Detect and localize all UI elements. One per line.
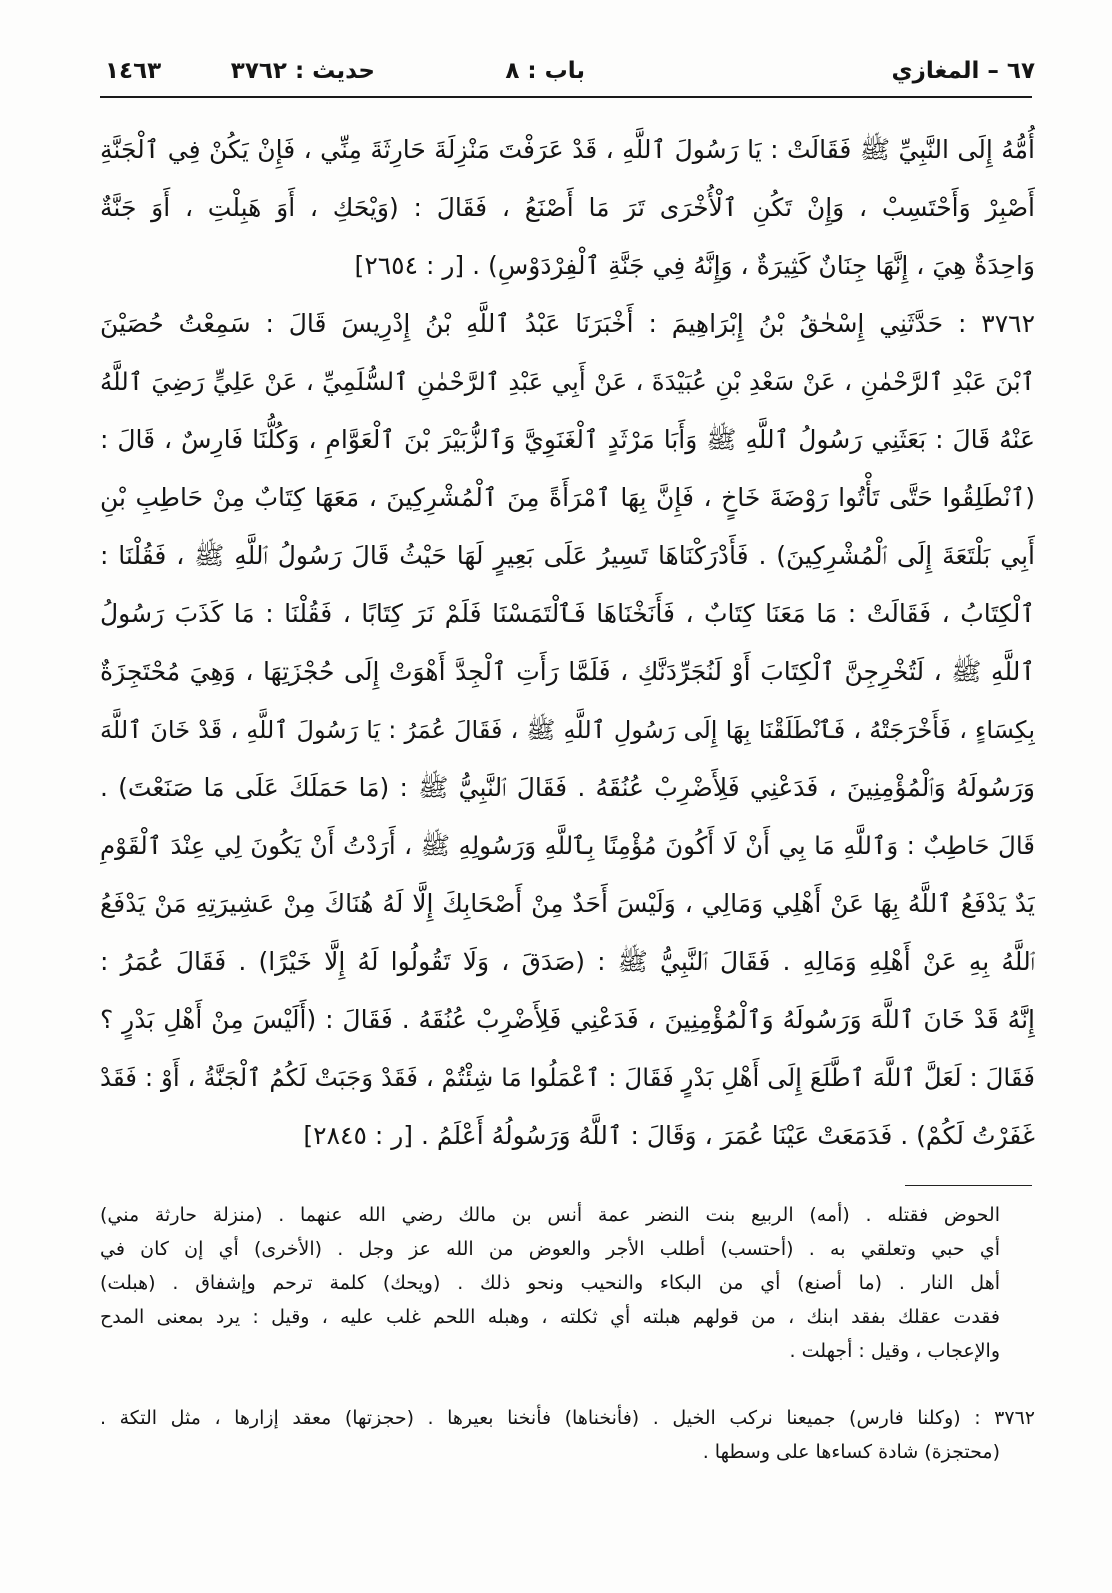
- text-line: ٱبْنَ عَبْدِ ٱلرَّحْمٰنِ ، عَنْ سَعْدِ بْنِ عُبَيْدَةَ ، عَنْ أَبِي عَبْدِ ٱلرَّحْمٰنِ ٱلسُّلَمِيِّ ، عَنْ عَلِيٍّ رَضِيَ ٱللَّهُ: [100, 367, 1035, 396]
- text-line: فَقَالَ : لَعَلَّ ٱللَّهَ ٱطَّلَعَ إِلَى أَهْلِ بَدْرٍ فَقَالَ : ٱعْمَلُوا مَا شِئْتُمْ ، فَقَدْ وَجَبَتْ لَكُمُ ٱلْجَنَّةُ ، أَوْ : فَقَدْ: [100, 1063, 1035, 1092]
- section-title: ٦٧ – المغازي: [891, 58, 1035, 84]
- footnote-line: فقدت عقلك بفقد ابنك ، من قولهم هبلته أي ثكلته ، وهبله اللحم غلب عليه ، وقيل : يرد بمعنى المدح: [100, 1306, 1000, 1328]
- footnotes: [100, 1198, 1035, 1469]
- text-line: وَاحِدَةٌ هِيَ ، إِنَّهَا جِنَانٌ كَثِيرَةٌ ، وَإِنَّهُ فِي جَنَّةِ ٱلْفِرْدَوْسِ) . [ر : ٢٦٥٤]: [354, 251, 1035, 280]
- text-line: بِكِسَاءٍ ، فَأَخْرَجَتْهُ ، فَٱنْطَلَقْنَا بِهَا إِلَى رَسُولِ ٱللَّهِ ﷺ ، فَقَالَ عُمَرُ : يَا رَسُولَ ٱللَّهِ ، قَدْ خَانَ ٱللَّهَ: [100, 716, 1035, 744]
- text-line: ٱلْكِتَابُ ، فَقَالَتْ : مَا مَعَنَا كِتَابٌ ، فَأَنَخْنَاهَا فَٱلْتَمَسْنَا فَلَمْ نَرَ كِتَابًا ، فَقُلْنَا : مَا كَذَبَ رَسُولُ: [100, 599, 1035, 628]
- footnote-line: والإعجاب ، وقيل : أجهلت .: [789, 1340, 1000, 1362]
- footnote-line: أهل النار . (ما أصنع) أي من البكاء والنحيب ونحو ذلك . (ويحك) كلمة ترحم وإشفاق . (هبلت): [100, 1272, 1000, 1294]
- footnote-block: [100, 1401, 1035, 1469]
- footnote-rule: [905, 1185, 1032, 1186]
- text-line: غَفَرْتُ لَكُمْ) . فَدَمَعَتْ عَيْنَا عُمَرَ ، وَقَالَ : ٱللَّهُ وَرَسُولُهُ أَعْلَمُ . [ر : ٢٨٤٥]: [303, 1121, 1035, 1150]
- footnote-line: الحوض فقتله . (أمه) الربيع بنت النضر عمة أنس بن مالك رضي الله عنهما . (منزلة حارثة مني): [100, 1204, 1000, 1226]
- text-line: إِنَّهُ قَدْ خَانَ ٱللَّهَ وَرَسُولَهُ وَٱلْمُؤْمِنِينَ ، فَدَعْنِي فَلِأَضْرِبْ عُنُقَهُ . فَقَالَ : (أَلَيْسَ مِنْ أَهْلِ بَدْرٍ ؟: [100, 1005, 1035, 1034]
- page-number: ١٤٦٣: [105, 58, 162, 84]
- text-line: أَصْبِرْ وَأَحْتَسِبْ ، وَإِنْ تَكُنِ ٱلْأُخْرَى تَرَ مَا أَصْنَعُ ، فَقَالَ : (وَيْحَكِ ، أَوَ هَبِلْتِ ، أَوَ جَنَّةٌ: [100, 193, 1035, 222]
- footnote-line: أي حبي وتعلقي به . (أحتسب) أطلب الأجر والعوض من الله عز وجل . (الأخرى) أي إن كان في: [100, 1238, 1000, 1260]
- text-line: أَبِي بَلْتَعَةَ إِلَى ٱلْمُشْرِكِينَ) . فَأَدْرَكْنَاهَا تَسِيرُ عَلَى بَعِيرٍ لَهَا حَيْثُ قَالَ رَسُولُ ٱللَّهِ ﷺ ، فَقُلْنَا :: [100, 541, 1035, 570]
- footnote-block: [100, 1198, 1035, 1368]
- text-line: وَرَسُولَهُ وَٱلْمُؤْمِنِينَ ، فَدَعْنِي فَلِأَضْرِبْ عُنُقَهُ . فَقَالَ ٱلنَّبِيُّ ﷺ : (مَا حَمَلَكَ عَلَى مَا صَنَعْتَ) .: [100, 773, 1035, 802]
- text-line: ٣٧٦٢ : حَدَّثَنِي إِسْحٰقُ بْنُ إِبْرَاهِيمَ : أَخْبَرَنَا عَبْدُ ٱللَّهِ بْنُ إِدْرِيسَ قَالَ : سَمِعْتُ حُصَيْنَ: [100, 309, 1035, 338]
- footnote-line: (محتجزة) شادة كساءها على وسطها .: [702, 1441, 1000, 1463]
- text-line: (ٱنْطَلِقُوا حَتَّى تَأْتُوا رَوْضَةَ خَاخٍ ، فَإِنَّ بِهَا ٱمْرَأَةً مِنَ ٱلْمُشْرِكِينَ ، مَعَهَا كِتَابٌ مِنْ حَاطِبِ بْنِ: [100, 483, 1035, 512]
- header-rule: [100, 96, 1032, 98]
- text-line: عَنْهُ قَالَ : بَعَثَنِي رَسُولُ ٱللَّهِ ﷺ وَأَبَا مَرْثَدٍ ٱلْغَنَوِيَّ وَٱلزُّبَيْرَ بْنَ ٱلْعَوَّامِ ، وَكُلُّنَا فَارِسٌ ، قَالَ :: [100, 425, 1035, 454]
- text-line: أُمُّهُ إِلَى النَّبِيِّ ﷺ فَقَالَتْ : يَا رَسُولَ ٱللَّهِ ، قَدْ عَرَفْتَ مَنْزِلَةَ حَارِثَةَ مِنِّي ، فَإِنْ يَكُنْ فِي ٱلْجَنَّةِ: [100, 135, 1035, 164]
- hadith-text: [100, 121, 1035, 1165]
- footnote-line: ٣٧٦٢ : (وكلنا فارس) جميعنا نركب الخيل . (فأنخناها) فأنخنا بعيرها . (حجزتها) معقد إزارها ، مثل التكة .: [100, 1407, 1035, 1429]
- text-line: ٱللَّهِ ﷺ ، لَتُخْرِجِنَّ ٱلْكِتَابَ أَوْ لَنُجَرِّدَنَّكِ ، فَلَمَّا رَأَتِ ٱلْجِدَّ أَهْوَتْ إِلَى حُجْزَتِهَا ، وَهِيَ مُحْتَجِزَةٌ: [100, 657, 1035, 686]
- hadith-number: حديث : ٣٧٦٢: [230, 58, 375, 84]
- chapter-number: باب : ٨: [505, 58, 585, 84]
- text-line: قَالَ حَاطِبٌ : وَٱللَّهِ مَا بِي أَنْ لَا أَكُونَ مُؤْمِنًا بِٱللَّهِ وَرَسُولِهِ ﷺ ، أَرَدْتُ أَنْ يَكُونَ لِي عِنْدَ ٱلْقَوْمِ: [100, 831, 1035, 860]
- text-line: ٱللَّهُ بِهِ عَنْ أَهْلِهِ وَمَالِهِ . فَقَالَ ٱلنَّبِيُّ ﷺ : (صَدَقَ ، وَلَا تَقُولُوا لَهُ إِلَّا خَيْرًا) . فَقَالَ عُمَرُ :: [100, 947, 1035, 976]
- text-line: يَدٌ يَدْفَعُ ٱللَّهُ بِهَا عَنْ أَهْلِي وَمَالِي ، وَلَيْسَ أَحَدٌ مِنْ أَصْحَابِكَ إِلَّا لَهُ هُنَاكَ مِنْ عَشِيرَتِهِ مَنْ يَدْفَعُ: [100, 889, 1035, 918]
